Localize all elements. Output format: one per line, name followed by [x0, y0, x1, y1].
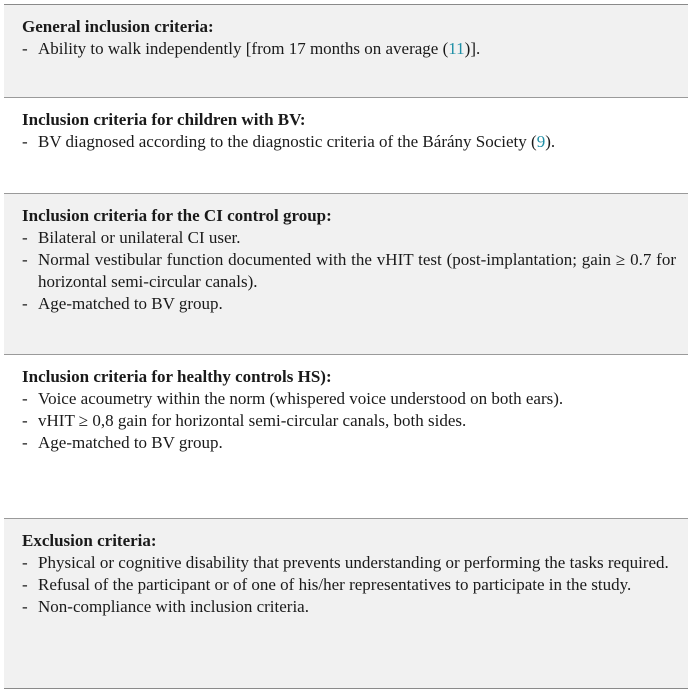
list-item: - vHIT ≥ 0,8 gain for horizontal semi-circular canals, both sides. [22, 411, 467, 430]
bullet-dash: - [22, 39, 28, 58]
criteria-list [22, 38, 676, 60]
list-item: - Normal vestibular function documented with the vHIT test (post-implantation; gain ≥ 0.7 for horizontal semi-circular canals). [22, 250, 676, 291]
bullet-dash: - [22, 132, 28, 151]
section-healthy-controls-inclusion [4, 354, 688, 518]
criteria-list [22, 552, 676, 618]
section-ci-control-inclusion [4, 193, 688, 354]
bullet-dash: - [22, 228, 28, 247]
bullet-dash: - [22, 389, 28, 408]
bullet-dash: - [22, 575, 28, 594]
list-item: - Ability to walk independently [from 17 months on average (11)]. [22, 39, 481, 58]
list-item: - Non-compliance with inclusion criteria. [22, 597, 309, 616]
bullet-dash: - [22, 433, 28, 452]
section-general-inclusion [4, 5, 688, 97]
bullet-dash: - [22, 250, 28, 269]
section-bv-inclusion [4, 97, 688, 193]
list-item: - BV diagnosed according to the diagnostic criteria of the Bárány Society (9). [22, 132, 556, 151]
section-exclusion [4, 518, 688, 688]
section-heading: Inclusion criteria for healthy controls HS): [22, 367, 332, 386]
list-item: - Bilateral or unilateral CI user. [22, 228, 241, 247]
list-item: - Age-matched to BV group. [22, 294, 223, 313]
criteria-list [22, 388, 676, 454]
bullet-dash: - [22, 597, 28, 616]
list-item: - Age-matched to BV group. [22, 433, 223, 452]
criteria-list [22, 227, 676, 315]
section-heading: Inclusion criteria for the CI control group: [22, 206, 332, 225]
list-item: - Physical or cognitive disability that prevents understanding or performing the tasks required. [22, 553, 669, 572]
list-item: - Voice acoumetry within the norm (whispered voice understood on both ears). [22, 389, 564, 408]
bullet-dash: - [22, 553, 28, 572]
section-heading: Exclusion criteria: [22, 531, 157, 550]
criteria-list [22, 131, 676, 153]
bullet-dash: - [22, 411, 28, 430]
list-item: - Refusal of the participant or of one of his/her representatives to participate in the study. [22, 575, 632, 594]
section-heading: Inclusion criteria for children with BV: [22, 110, 306, 129]
reference-link[interactable]: 11 [448, 39, 465, 58]
criteria-table [4, 4, 688, 689]
section-heading: General inclusion criteria: [22, 17, 214, 36]
reference-link[interactable]: 9 [536, 132, 546, 151]
bullet-dash: - [22, 294, 28, 313]
